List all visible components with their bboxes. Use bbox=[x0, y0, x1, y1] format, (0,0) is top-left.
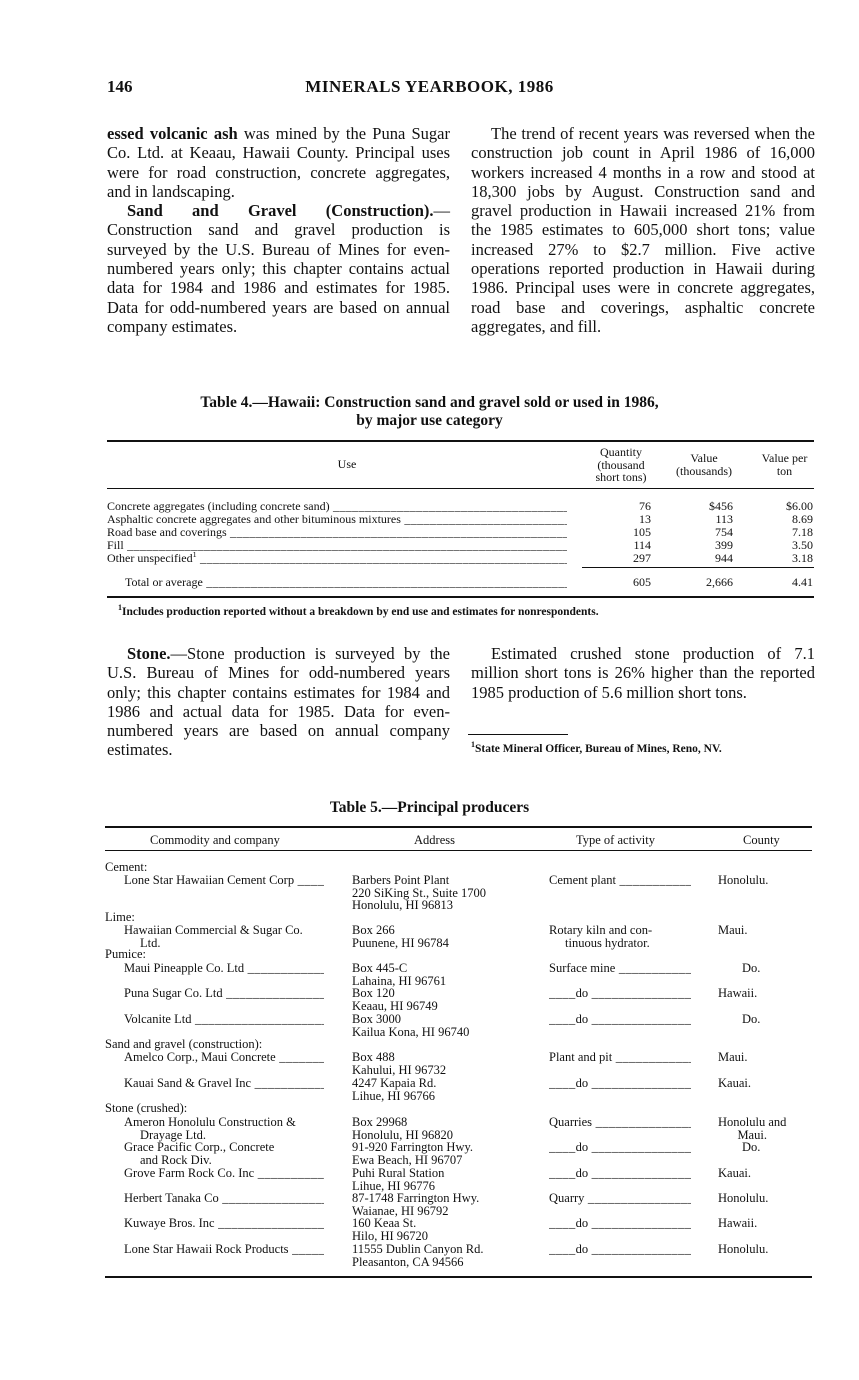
table5-address bbox=[352, 1013, 469, 1038]
table5-county: Do. bbox=[742, 1140, 761, 1154]
table4-row-per-ton: 3.50 bbox=[792, 538, 813, 552]
table5-activity: ____do _____ bbox=[549, 1141, 691, 1154]
table5-activity: Quarries _____ bbox=[549, 1116, 691, 1129]
table4-header-per-ton: Value per ton bbox=[761, 451, 808, 478]
table5-activity: ____do _____ bbox=[549, 1167, 691, 1180]
table5-activity: ____do _____ bbox=[549, 1217, 691, 1230]
table5-activity: Cement plant _____ bbox=[549, 874, 691, 887]
table5-address bbox=[352, 1116, 453, 1141]
company-line: Grace Pacific Corp., Concrete bbox=[124, 1140, 275, 1154]
county-line: Honolulu and bbox=[718, 1115, 787, 1129]
address-line: Kahului, HI 96732 bbox=[352, 1062, 447, 1077]
table5-category-pumice: Pumice: bbox=[105, 947, 146, 961]
table5-activity: Quarry _____ bbox=[549, 1192, 691, 1205]
address-line: Puunene, HI 96784 bbox=[352, 935, 449, 950]
activity-line: Rotary kiln and con- bbox=[549, 923, 653, 937]
table5-category-sand-gravel: Sand and gravel (construction): bbox=[105, 1037, 263, 1051]
address-line: Honolulu, HI 96813 bbox=[352, 898, 454, 913]
table5-company bbox=[124, 1116, 296, 1141]
paragraph-trend: The trend of recent years was reversed when the construction job count in April 1986 of 16,000 workers increased 4 months in a row and stood at 18,300 jobs by August. Construction sand and gravel production in Hawaii increased 21% from the 1985 estimates to 605,000 short tons; value increased 27% to $2.7 million. Five active operations reported production in Hawaii during 1986. Principal uses were in concrete aggregates, road base and coverings, asphaltic concrete aggregates, and fill. bbox=[471, 124, 815, 336]
table5-county: Honolulu. bbox=[718, 873, 769, 887]
table5-company: Lone Star Hawaii Rock Products _____ bbox=[124, 1243, 324, 1256]
table5-county: Honolulu. bbox=[718, 1242, 769, 1256]
table5-category-lime: Lime: bbox=[105, 910, 135, 924]
address-line: Puhi Rural Station bbox=[352, 1166, 445, 1180]
table5-county: Hawaii. bbox=[718, 986, 758, 1000]
table4-total-per-ton: 4.41 bbox=[792, 575, 813, 589]
table4-row-use: Concrete aggregates (including concrete sand) _____ bbox=[107, 500, 567, 513]
table5-address bbox=[352, 987, 438, 1012]
table4-row-use: Asphaltic concrete aggregates and other bituminous mixtures _____ bbox=[107, 513, 567, 526]
table4-row-value: 399 bbox=[715, 538, 733, 552]
ditto-text: do bbox=[575, 1077, 589, 1090]
table4-row-use-text: Other unspecified bbox=[107, 552, 193, 565]
table4-row-quantity: 76 bbox=[639, 499, 651, 513]
table5-county: Maui. bbox=[718, 1050, 748, 1064]
address-line: 220 SiKing St., Suite 1700 bbox=[352, 885, 487, 900]
company-line: Ltd. bbox=[140, 935, 161, 950]
table5-company: Herbert Tanaka Co _____ bbox=[124, 1192, 324, 1205]
lead-volcanic-ash: essed volcanic ash bbox=[107, 124, 238, 143]
address-line: Barbers Point Plant bbox=[352, 873, 450, 887]
table4-header-value: Value (thousands) bbox=[676, 451, 732, 478]
table5-company: Volcanite Ltd _____ bbox=[124, 1013, 324, 1026]
address-line: Box 488 bbox=[352, 1050, 395, 1064]
table5-company: Lone Star Hawaiian Cement Corp _____ bbox=[124, 874, 324, 887]
table5-company: Grove Farm Rock Co. Inc _____ bbox=[124, 1167, 324, 1180]
table4-row-quantity: 13 bbox=[639, 512, 651, 526]
table5-address bbox=[352, 1141, 473, 1166]
table5-address bbox=[352, 1192, 479, 1217]
paragraph-crushed-stone: Estimated crushed stone production of 7.1 million short tons is 26% higher than the reported 1985 production of 5.6 million short tons. bbox=[471, 644, 815, 702]
table5-address bbox=[352, 924, 449, 949]
table4-row-quantity: 297 bbox=[633, 551, 651, 565]
address-line: Lihue, HI 96766 bbox=[352, 1088, 435, 1103]
address-line: Hilo, HI 96720 bbox=[352, 1228, 429, 1243]
table5-address bbox=[352, 1077, 436, 1102]
address-line: Lahaina, HI 96761 bbox=[352, 973, 447, 988]
table5-category-stone: Stone (crushed): bbox=[105, 1101, 188, 1115]
footnote-text: Includes production reported without a breakdown by end use and estimates for nonrespondents. bbox=[122, 606, 599, 618]
address-line: Box 29968 bbox=[352, 1115, 408, 1129]
address-line: Honolulu, HI 96820 bbox=[352, 1127, 454, 1142]
address-line: Box 445-C bbox=[352, 961, 408, 975]
table5-address bbox=[352, 1051, 446, 1076]
table5-activity: ____do _____ bbox=[549, 1077, 691, 1090]
table4-row-value: 754 bbox=[715, 525, 733, 539]
table5-address bbox=[352, 1217, 428, 1242]
table4-caption-line1: Table 4.—Hawaii: Construction sand and gravel sold or used in 1986, bbox=[200, 394, 659, 411]
paragraph-text: —Construction sand and gravel production is surveyed by the U.S. Bureau of Mines for even-numbered years only; this chapter contains actual data for 1984 and 1986 and estimates for 1985. Data for odd-numbered years are based on annual company estimates. bbox=[107, 201, 450, 336]
table4-total-quantity: 605 bbox=[633, 575, 651, 589]
address-line: Ewa Beach, HI 96707 bbox=[352, 1152, 463, 1167]
county-line: Maui. bbox=[737, 1127, 767, 1142]
table5-header-address: Address bbox=[414, 833, 455, 847]
table5-header-activity: Type of activity bbox=[576, 833, 655, 847]
table5-address bbox=[352, 1243, 483, 1268]
table5-activity: Plant and pit _____ bbox=[549, 1051, 691, 1064]
table5-company: Kauai Sand & Gravel Inc _____ bbox=[124, 1077, 324, 1090]
table5-county: Honolulu. bbox=[718, 1191, 769, 1205]
ditto-text: do bbox=[575, 1217, 589, 1230]
table5-address bbox=[352, 962, 446, 987]
table5-bottom-rule bbox=[105, 1276, 812, 1278]
table4-total-value: 2,666 bbox=[706, 575, 733, 589]
address-line: Box 266 bbox=[352, 923, 395, 937]
ditto-text: do bbox=[575, 1167, 589, 1180]
section-heading-sand-gravel: Sand and Gravel (Construction). bbox=[127, 201, 434, 221]
activity-line: tinuous hydrator. bbox=[565, 935, 650, 950]
ditto-text: do bbox=[575, 1243, 589, 1256]
running-title: MINERALS YEARBOOK, 1986 bbox=[305, 77, 554, 96]
table5-county: Hawaii. bbox=[718, 1216, 758, 1230]
table5-header-county: County bbox=[743, 833, 780, 847]
table5-activity bbox=[549, 924, 652, 949]
address-line: Keaau, HI 96749 bbox=[352, 998, 438, 1013]
paragraph-text: was mined by the Puna Sugar Co. Ltd. at Keaau, Hawaii County. Principal uses were for road construction, concrete aggregates, and in landscaping. bbox=[107, 124, 450, 201]
table4-row-per-ton: 7.18 bbox=[792, 525, 813, 539]
table5-company: Maui Pineapple Co. Ltd _____ bbox=[124, 962, 324, 975]
address-line: 87-1748 Farrington Hwy. bbox=[352, 1191, 480, 1205]
table5-county: Kauai. bbox=[718, 1076, 751, 1090]
address-line: Waianae, HI 96792 bbox=[352, 1203, 449, 1218]
company-line: Ameron Honolulu Construction & bbox=[124, 1115, 296, 1129]
footnote-marker: 1 bbox=[471, 740, 475, 750]
table5-activity: Surface mine _____ bbox=[549, 962, 691, 975]
company-line: Drayage Ltd. bbox=[140, 1127, 206, 1142]
table4-row-value: $456 bbox=[709, 499, 733, 513]
table4-header-quantity: Quantity (thousand short tons) bbox=[595, 445, 647, 484]
page-number: 146 bbox=[107, 77, 133, 96]
address-line: 160 Keaa St. bbox=[352, 1216, 417, 1230]
table5-company bbox=[124, 1141, 274, 1166]
table5-activity: ____do _____ bbox=[549, 1013, 691, 1026]
table5-company: Kuwaye Bros. Inc _____ bbox=[124, 1217, 324, 1230]
address-line: 4247 Kapaia Rd. bbox=[352, 1076, 437, 1090]
table5-category-cement: Cement: bbox=[105, 860, 148, 874]
company-line: Hawaiian Commercial & Sugar Co. bbox=[124, 923, 303, 937]
address-line: 91-920 Farrington Hwy. bbox=[352, 1140, 474, 1154]
address-line: 11555 Dublin Canyon Rd. bbox=[352, 1242, 484, 1256]
table5-county: Do. bbox=[742, 961, 761, 975]
table4-row-quantity: 105 bbox=[633, 525, 651, 539]
table5-company: Puna Sugar Co. Ltd _____ bbox=[124, 987, 324, 1000]
table4-row-quantity: 114 bbox=[633, 538, 651, 552]
table4-total-label: Total or average _____ bbox=[125, 576, 567, 589]
ditto-text: do bbox=[575, 987, 589, 1000]
table5-county: Do. bbox=[742, 1012, 761, 1026]
table4-row-per-ton: 3.18 bbox=[792, 551, 813, 565]
table5-address bbox=[352, 874, 486, 912]
address-line: Box 3000 bbox=[352, 1012, 401, 1026]
table4-row-use: Road base and coverings _____ bbox=[107, 526, 567, 539]
table5-activity: ____do _____ bbox=[549, 1243, 691, 1256]
table4-row-per-ton: $6.00 bbox=[786, 499, 813, 513]
address-line: Pleasanton, CA 94566 bbox=[352, 1254, 464, 1269]
table5-company bbox=[124, 924, 303, 949]
ditto-text: do bbox=[575, 1141, 589, 1154]
footnote-marker: 1 bbox=[118, 603, 122, 613]
table5-company: Amelco Corp., Maui Concrete _____ bbox=[124, 1051, 324, 1064]
table5-header-company: Commodity and company bbox=[150, 833, 280, 847]
table5-caption: Table 5.—Principal producers bbox=[329, 799, 530, 816]
footnote-marker: 1 bbox=[192, 552, 197, 559]
company-line: and Rock Div. bbox=[140, 1152, 212, 1167]
section-heading-stone: Stone. bbox=[127, 644, 171, 663]
table5-activity: ____do _____ bbox=[549, 987, 691, 1000]
table4-header-use: Use bbox=[337, 457, 357, 471]
ditto-text: do bbox=[575, 1013, 589, 1026]
table5-county: Kauai. bbox=[718, 1166, 751, 1180]
table4-row-value: 944 bbox=[715, 551, 733, 565]
address-line: Lihue, HI 96776 bbox=[352, 1178, 435, 1193]
paragraph-text: —Stone production is surveyed by the U.S. Bureau of Mines for odd-numbered years only; this chapter contains estimates for 1984 and 1986 and actual data for 1985. Data for even-numbered years are based on annual company estimates. bbox=[107, 644, 450, 760]
table5-county: Maui. bbox=[718, 923, 748, 937]
table4-caption-line2: by major use category bbox=[356, 412, 503, 429]
address-line: Box 120 bbox=[352, 986, 395, 1000]
footnote-text: State Mineral Officer, Bureau of Mines, Reno, NV. bbox=[475, 743, 722, 755]
table4-row-use: Fill _____ bbox=[107, 539, 567, 552]
table4-row-per-ton: 8.69 bbox=[792, 512, 813, 526]
table5-county bbox=[718, 1116, 786, 1141]
table5-address bbox=[352, 1167, 444, 1192]
table4-row-value: 113 bbox=[715, 512, 733, 526]
address-line: Kailua Kona, HI 96740 bbox=[352, 1024, 470, 1039]
